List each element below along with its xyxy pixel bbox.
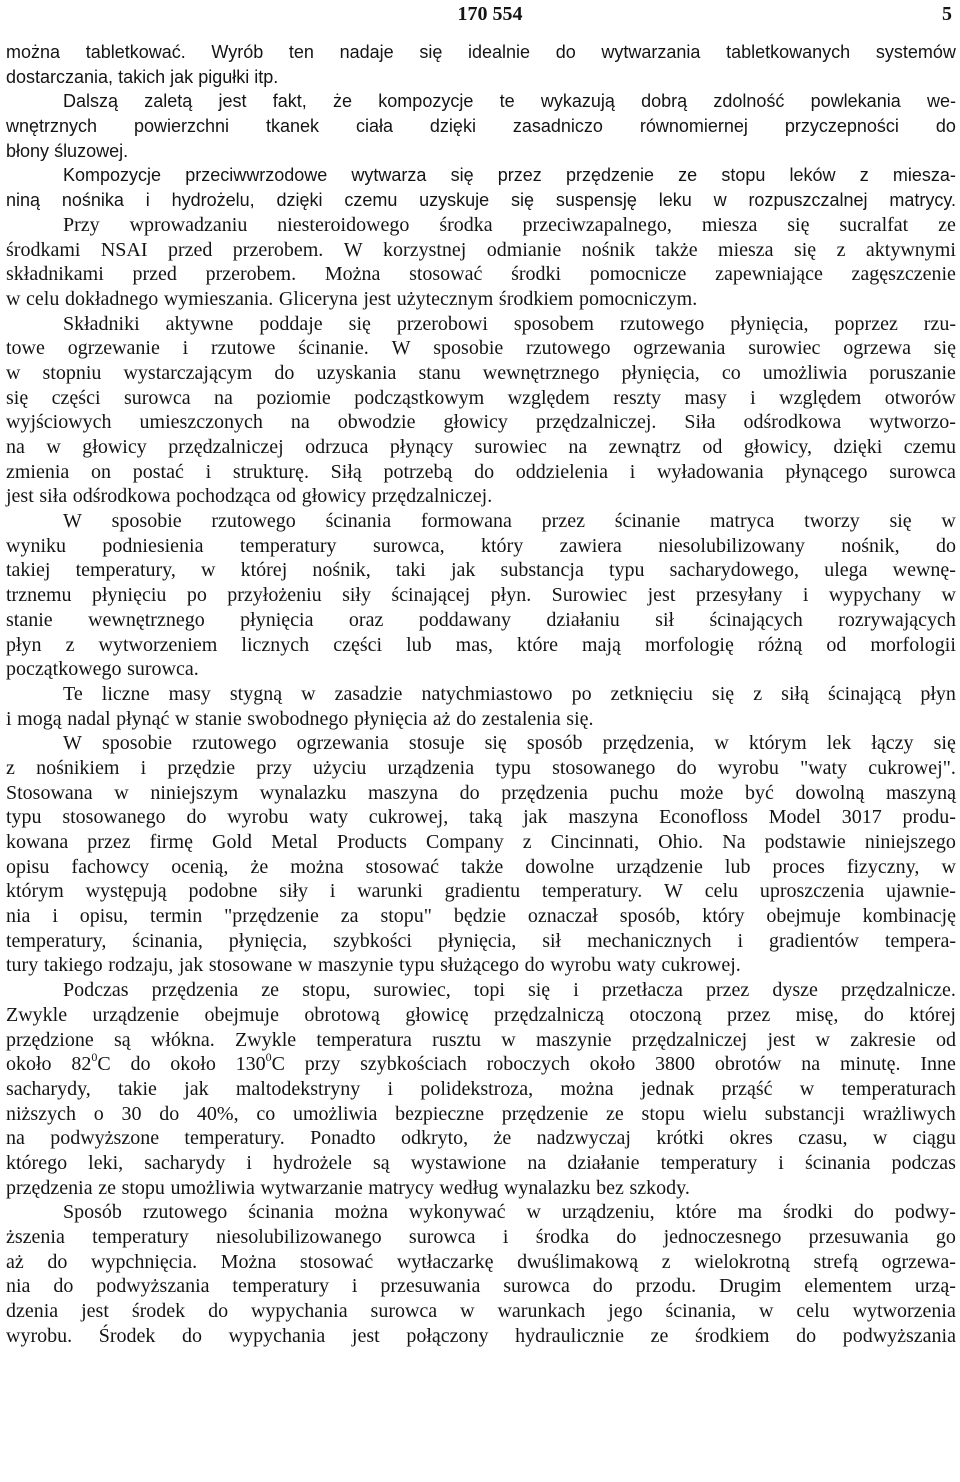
text-line: opisu fachowcy ocenią, że można stosować także dowolne urządzenie lub proces fizyczny, w bbox=[6, 855, 956, 878]
text-line: Sposób rzutowego ścinania można wykonywać w urządzeniu, które ma środki do podwy- bbox=[63, 1201, 956, 1224]
text-line: płyn z wytworzeniem licznych części lub mas, które mają morfologię różną od morfologii bbox=[6, 633, 956, 656]
text-line: w stopniu wystarczającym do uzyskania stanu wewnętrznego płynięcia, co umożliwia poruszanie bbox=[6, 361, 956, 384]
text-line: błony śluzowej. bbox=[6, 140, 129, 161]
text-line: początkowego surowca. bbox=[6, 658, 199, 681]
text-line: ższenia temperatury niesolubilizowanego surowca i środka do jednoczesnego przesuwania go bbox=[6, 1226, 956, 1248]
text-line: z nośnikiem i przędzie przy użyciu urządzenia typu stosowanego do wyrobu "waty cukrowej". bbox=[6, 756, 956, 779]
text-line: W sposobie rzutowego ogrzewania stosuje się sposób przędzenia, w którym lek łączy się bbox=[63, 732, 956, 755]
page-folio: 5 bbox=[942, 3, 952, 25]
text-line: typu stosowanego do wyrobu waty cukrowej, taką jak maszyna Econofloss Model 3017 produ- bbox=[6, 806, 956, 829]
text-line: składnikami przed przerobem. Można stosować środki pomocnicze zapewniające zagęszczenie bbox=[6, 263, 956, 286]
text-line: W sposobie rzutowego ścinania formowana przez ścinanie matryca tworzy się w bbox=[63, 510, 956, 533]
text-line: przędzione są włókna. Zwykle temperatura rusztu w maszynie przędzalniczej jest w zakresie od bbox=[6, 1028, 956, 1051]
text-line: Te liczne masy stygną w zasadzie natychmiastowo po zetknięciu się z siłą ścinającą płyn bbox=[63, 682, 956, 705]
text-line: Stosowana w niniejszym wynalazku maszyna do przędzenia puchu może być dowolną maszyną bbox=[6, 781, 956, 804]
text-line: którym występują podobne siły i warunki gradientu temperatury. W celu uproszczenia ujawnie- bbox=[6, 880, 956, 903]
page-number: 170 554 bbox=[457, 3, 523, 25]
text-line: i mogą nadal płynąć w stanie swobodnego płynięcia aż do zestalenia się. bbox=[6, 707, 594, 730]
text-line: środkami NSAI przed przerobem. W korzystnej odmianie nośnik także miesza się z aktywnymi bbox=[6, 238, 956, 261]
text-line: wnętrznych powierzchni tkanek ciała dzięki zasadniczo równomiernej przyczepności do bbox=[6, 116, 956, 137]
text-line: niższych o 30 do 40%, co umożliwia bezpieczne przędzenie ze stopu wielu substancji wrażliwych bbox=[6, 1102, 956, 1125]
text-line: jest siła odśrodkowa pochodząca od głowicy przędzalniczej. bbox=[6, 485, 493, 508]
text-line: zmienia on postać i strukturę. Siłą potrzebą do oddzielenia i wyładowania płynącego surowca bbox=[6, 460, 956, 483]
text-line: Dalszą zaletą jest fakt, że kompozycje te wykazują dobrą zdolność powlekania we- bbox=[63, 91, 956, 112]
text-line: sacharydy, takie jak maltodekstryny i polidekstroza, można jednak prząść w temperaturach bbox=[6, 1077, 956, 1100]
text-line: około $82^0C$ do około $130^0C$ przy szybkościach roboczych około 3800 obrotów na minutę. Inne bbox=[6, 1049, 956, 1076]
text-line: towe ogrzewanie i rzutowe ścinanie. W sposobie rzutowego ogrzewania surowiec ogrzewa się bbox=[6, 337, 956, 360]
text-line: wyrobu. Środek do wypychania jest połączony hydraulicznie ze środkiem do podwyższania bbox=[6, 1324, 956, 1347]
text-line: wyniku podniesienia temperatury surowca, który zawiera niesolubilizowany nośnik, do bbox=[6, 534, 956, 557]
text-line: można tabletkować. Wyrób ten nadaje się idealnie do wytwarzania tabletkowanych systemów bbox=[6, 42, 956, 62]
text-line: wyjściowych umieszczonych na obwodzie głowicy przędzalniczej. Siła odśrodkowa wytworzo- bbox=[6, 411, 956, 434]
text-line: takiej temperatury, w której nośnik, taki jak substancja typu sacharydowego, ulega wewnę- bbox=[6, 559, 956, 582]
text-line: którego leki, sacharydy i hydrożele są wystawione na działanie temperatury i ścinania podczas bbox=[6, 1151, 956, 1174]
text-line: nia do podwyższania temperatury i przesuwania surowca do przodu. Drugim elementem urzą- bbox=[6, 1275, 956, 1298]
text-line: niną nośnika i hydrożelu, dzięki czemu uzyskuje się suspensję leku w rozpuszczalnej matrycy. bbox=[6, 190, 956, 211]
text-line: kowana przez firmę Gold Metal Products Company z Cincinnati, Ohio. Na podstawie niniejszego bbox=[6, 831, 956, 853]
text-line: Przy wprowadzaniu niesteroidowego środka przeciwzapalnego, miesza się sucralfat ze bbox=[63, 213, 956, 236]
text-line: stanie wewnętrznego płynięcia oraz poddawany działaniu sił ścinających rozrywających bbox=[6, 608, 956, 631]
text-line: w celu dokładnego wymieszania. Gliceryna jest użytecznym środkiem pomocniczym. bbox=[6, 287, 698, 310]
text-line: Zwykle urządzenie obejmuje obrotową głowicę przędzalniczą otoczoną przez misę, do której bbox=[6, 1003, 956, 1026]
text-line: temperatury, ścinania, płynięcia, szybkości płynięcia, sił mechanicznych i gradientów tempera- bbox=[6, 929, 956, 952]
text-line: na w głowicy przędzalniczej odrzuca płynący surowiec na zewnątrz od głowicy, dzięki czemu bbox=[6, 436, 956, 458]
text-line: trznemu płynięciu po przyłożeniu siły ścinającej płyn. Surowiec jest przesyłany i wypychany w bbox=[6, 584, 956, 607]
document-body bbox=[6, 40, 956, 1348]
text-line: dzenia jest środek do wypychania surowca w warunkach jego ścinania, w celu wytworzenia bbox=[6, 1300, 956, 1323]
text-line: na podwyższone temperatury. Ponadto odkryto, że nadzwyczaj krótki okres czasu, w ciągu bbox=[6, 1127, 956, 1150]
text-line: Składniki aktywne poddaje się przerobowi sposobem rzutowego płynięcia, poprzez rzu- bbox=[63, 312, 956, 335]
text-line: aż do wypchnięcia. Można stosować wytłaczarkę dwuślimakową z wielokrotną strefą ogrzewa- bbox=[6, 1250, 956, 1273]
text-line: tury takiego rodzaju, jak stosowane w maszynie typu służącego do wyrobu waty cukrowej. bbox=[6, 954, 741, 977]
text-line: przędzenia ze stopu umożliwia wytwarzanie matrycy według wynalazku bez szkody. bbox=[6, 1176, 690, 1199]
text-line: nia i opisu, termin "przędzenie za stopu" będzie oznaczał sposób, który obejmuje kombinację bbox=[6, 905, 956, 928]
text-line: się części surowca na poziomie podcząstkowym względem reszty masy i względem otworów bbox=[6, 386, 956, 409]
text-line: Kompozycje przeciwwrzodowe wytwarza się przez przędzenie ze stopu leków z miesza- bbox=[63, 165, 956, 186]
text-line: dostarczania, takich jak pigułki itp. bbox=[6, 66, 279, 87]
text-line: Podczas przędzenia ze stopu, surowiec, topi się i przetłacza przez dysze przędzalnicze. bbox=[63, 979, 956, 1002]
